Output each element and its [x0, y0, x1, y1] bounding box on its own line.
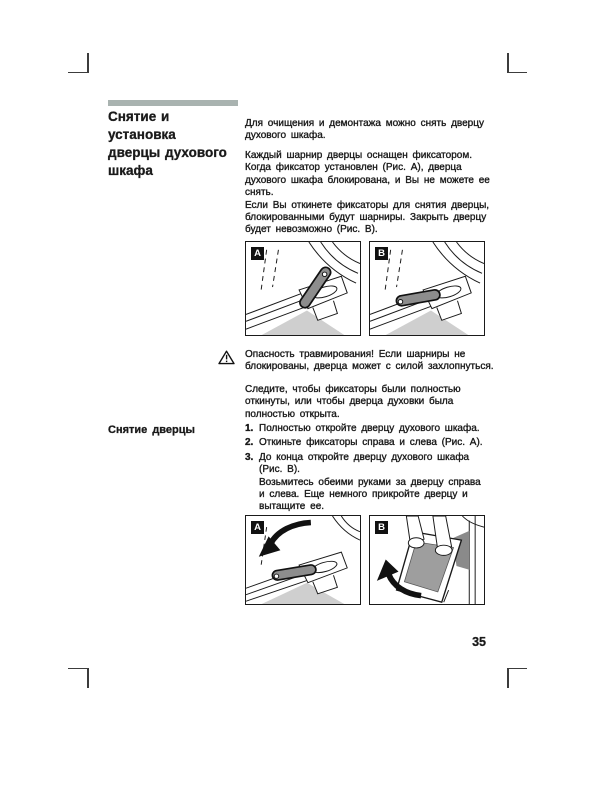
page-number: 35	[472, 635, 486, 649]
text-line: откинуты, или чтобы дверца духовки была	[245, 396, 454, 408]
crop-mark-bottom-right	[507, 668, 509, 688]
step-text	[259, 452, 481, 514]
figure-panel-hinge-locked	[245, 241, 361, 336]
text-line: Полностью откройте дверцу духового шкафа.	[259, 423, 480, 434]
step-item	[245, 437, 491, 449]
intro-paragraph	[245, 118, 487, 143]
figure-label: A	[251, 521, 264, 534]
text-line: Снятие и	[108, 109, 170, 124]
step-text	[259, 437, 483, 449]
text-line: Возьмитесь обеими руками за дверцу справа	[259, 476, 481, 488]
step-item	[245, 423, 491, 435]
crop-mark-top-right	[507, 53, 509, 73]
crop-mark-top-left	[68, 72, 88, 74]
text-line: духового шкафа блокирована, и Вы не можете ее	[245, 174, 490, 186]
hinge-description-paragraph	[245, 150, 490, 237]
text-line: будет невозможно (Рис. В).	[245, 224, 378, 236]
step-number: 1.	[245, 423, 254, 434]
text-line: духового шкафа.	[245, 130, 326, 142]
text-line: дверцы духового	[108, 145, 227, 160]
text-line: полностью открыта.	[245, 408, 340, 420]
text-line: установка	[108, 127, 176, 142]
text-line: Опасность травмирования! Если шарниры не	[245, 349, 466, 360]
text-line: блокированными будут шарниры. Закрыть дверцу	[245, 212, 487, 224]
text-line: Откиньте фиксаторы справа и слева (Рис. А).	[259, 437, 483, 449]
text-line: До конца откройте дверцу духового шкафа	[259, 451, 470, 463]
text-line: и слева. Еще немного прикройте дверцу и	[259, 489, 468, 501]
text-line: Когда фиксатор установлен (Рис. А), дверца	[245, 162, 462, 174]
text-line: Каждый шарнир дверцы оснащен фиксатором.	[245, 150, 472, 161]
text-line: Для очищения и демонтажа можно снять дверцу	[245, 118, 484, 129]
figure-label: B	[375, 247, 388, 260]
crop-mark-bottom-right	[507, 668, 527, 670]
step-number: 3.	[245, 451, 254, 463]
warning-triangle-icon	[218, 350, 235, 365]
section-title	[108, 108, 250, 180]
crop-mark-bottom-left	[68, 668, 88, 670]
crop-mark-bottom-left	[87, 668, 89, 688]
text-line: вытащите ее.	[259, 501, 325, 513]
text-line: снять.	[245, 187, 274, 199]
warning-note	[245, 349, 494, 374]
figure-label: B	[375, 521, 388, 534]
text-line: блокированы, дверца может с силой захлопнуться.	[245, 361, 494, 373]
figure-panel-remove-door	[369, 515, 485, 605]
section-accent-bar	[108, 100, 238, 106]
steps-list	[245, 423, 491, 516]
text-line: Следите, чтобы фиксаторы были полностью	[245, 384, 461, 395]
caution-paragraph	[245, 384, 487, 421]
step-text	[259, 423, 480, 435]
step-item	[245, 452, 491, 514]
figure-panel-flip-lock	[245, 515, 361, 605]
figure-panel-hinge-unlocked	[369, 241, 485, 336]
section-subheading: Снятие дверцы	[108, 424, 195, 436]
text-line: Если Вы откинете фиксаторы для снятия дверцы,	[245, 199, 490, 211]
crop-mark-top-left	[87, 53, 89, 73]
text-line: (Рис. В).	[259, 464, 300, 476]
figure-label: A	[251, 247, 264, 260]
crop-mark-top-right	[507, 72, 527, 74]
text-line: шкафа	[108, 163, 153, 178]
step-number: 2.	[245, 437, 254, 449]
